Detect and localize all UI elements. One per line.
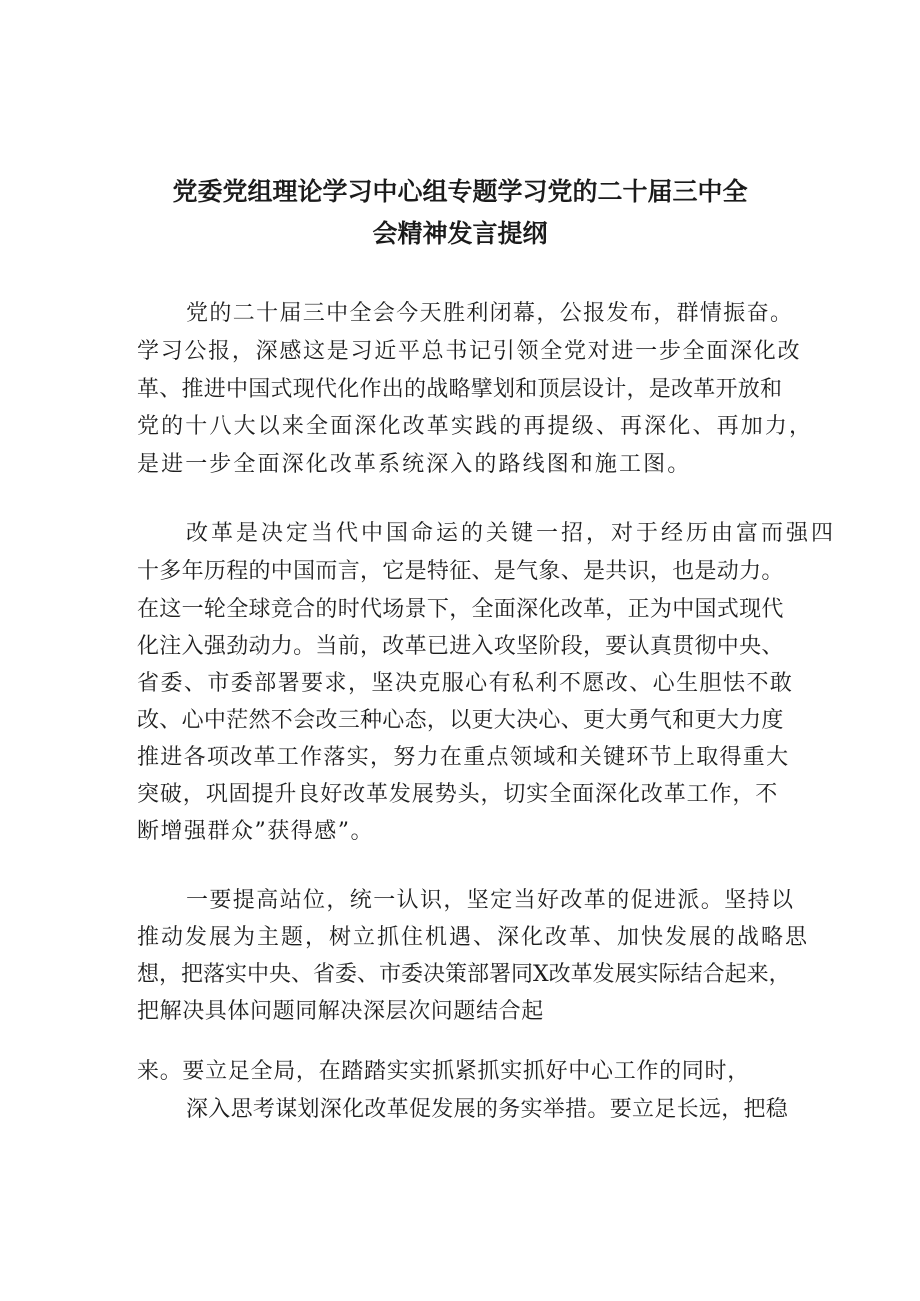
body-line: 学习公报，深感这是习近平总书记引领全党对进一步全面深化改 (137, 339, 802, 364)
body-line: 推动发展为主题，树立抓住机遇、深化改革、加快发展的战略思 (137, 925, 810, 950)
body-line: 改革是决定当代中国命运的关键一招，对于经历由富而强四 (186, 521, 837, 546)
body-line: 党的二十届三中全会今天胜利闭幕，公报发布，群情振奋。 (186, 301, 794, 326)
body-line: 推进各项改革工作落实，努力在重点领域和关键环节上取得重大 (137, 745, 790, 770)
body-line: 把解决具体问题同解决深层次问题结合起 (137, 999, 544, 1024)
document-title-line-2: 会精神发言提纲 (372, 219, 548, 248)
body-line: 断增强群众”获得感”。 (137, 819, 374, 844)
body-line: 十多年历程的中国而言，它是特征、是气象、是共识，也是动力。 (137, 559, 784, 584)
body-line: 党的十八大以来全面深化改革实践的再提级、再深化、再加力， (137, 414, 814, 439)
body-line: 省委、市委部署要求，坚决克服心有私利不愿改、心生胆怯不敢 (137, 671, 794, 696)
body-line: 深入思考谋划深化改革促发展的务实举措。要立足长远，把稳 (186, 1097, 789, 1122)
document-title-line-1: 党委党组理论学习中心组专题学习党的二十届三中全 (172, 177, 748, 206)
body-line: 一要提高站位，统一认识，坚定当好改革的促进派。坚持以 (186, 888, 795, 913)
body-line: 想，把落实中央、省委、市委决策部署同X改革发展实际结合起来， (137, 962, 791, 987)
body-line: 革、推进中国式现代化作出的战略擘划和顶层设计，是改革开放和 (137, 377, 783, 402)
body-line: 改、心中茫然不会改三种心态，以更大决心、更大勇气和更大力度 (137, 708, 784, 733)
body-line: 化注入强劲动力。当前，改革已进入攻坚阶段，要认真贯彻中央、 (137, 634, 784, 659)
body-line: 在这一轮全球竞合的时代场景下，全面深化改革，正为中国式现代 (137, 597, 784, 622)
body-line: 来。要立足全局，在踏踏实实抓紧抓实抓好中心工作的同时， (137, 1059, 750, 1084)
body-line: 是进一步全面深化改革系统深入的路线图和施工图。 (137, 452, 692, 477)
body-line: 突破，巩固提升良好改革发展势头，切实全面深化改革工作，不 (137, 782, 779, 807)
